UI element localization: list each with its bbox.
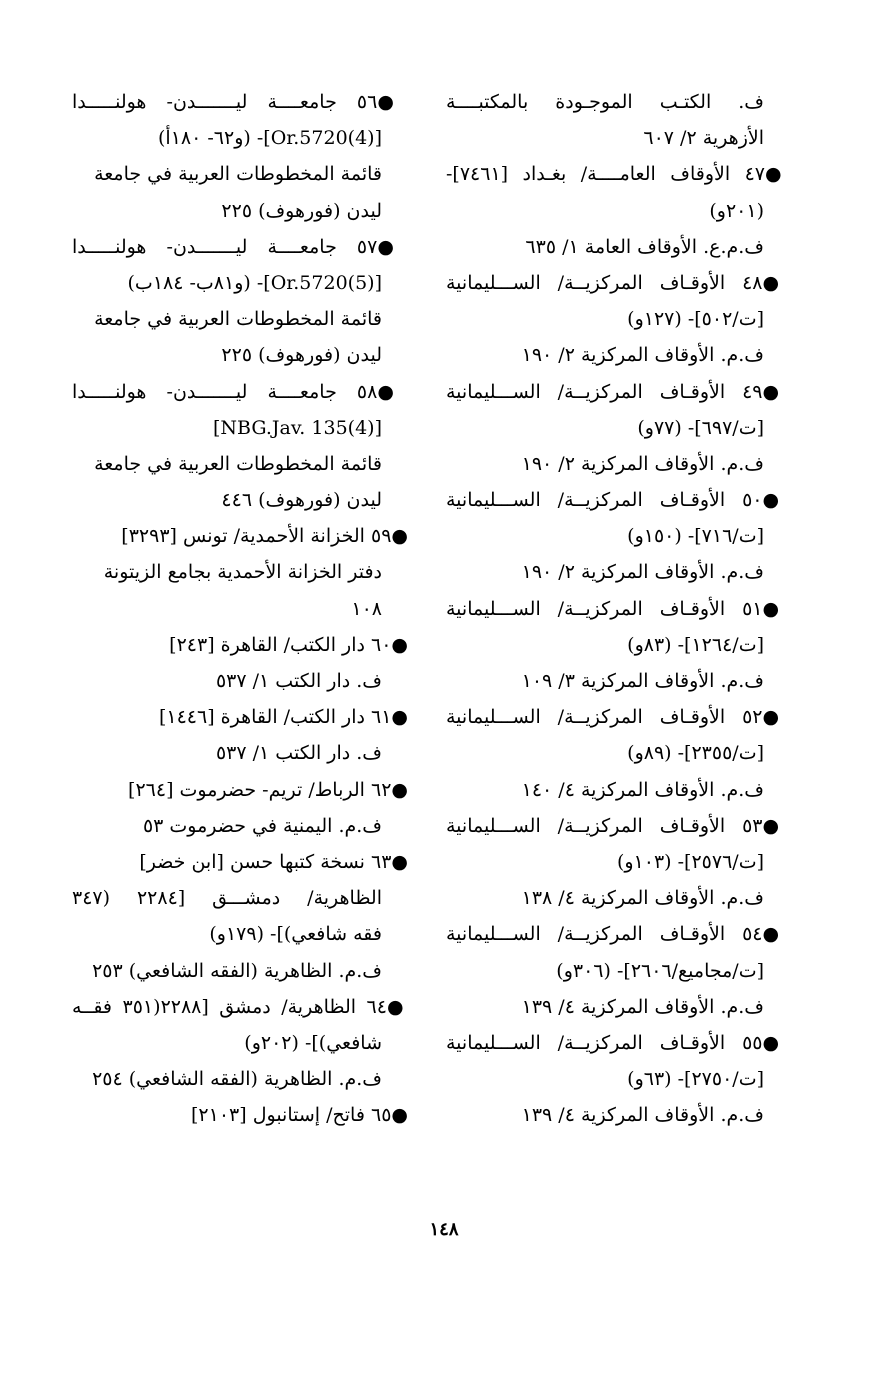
entry-heading-line: ●٤٨ الأوقـاف المركزيــة/ الســـليمانية [446,271,790,294]
entry-heading-line: ●٦٢ الرباط/ تريم- حضرموت [٢٦٤] [128,778,408,801]
entry-heading-line: ●٥٠ الأوقـاف المركزيــة/ الســـليمانية [446,489,790,512]
entry-detail-line: ليدن (فورهوف) ٤٤٦ [221,489,382,512]
entry-heading-line: ●٦٥ فاتح/ إستانبول [٢١٠٣] [191,1104,408,1127]
entry-heading-line: ●٦٤ الظاهرية/ دمشق [٢٢٨٨(٣٥١ فقــه [72,995,408,1018]
entry-detail-line: (٢٠١و) [709,199,764,222]
entry-detail-line: [NBG.Jav. 135(4)] [212,416,382,439]
entry-detail-line: ف.م. اليمنية في حضرموت ٥٣ [142,814,382,837]
entry-detail-line: قائمة المخطوطات العربية في جامعة [94,308,382,331]
entry-heading-line: ●٤٩ الأوقـاف المركزيــة/ الســـليمانية [446,380,790,403]
entry-detail-line: ف. دار الكتب ١/ ٥٣٧ [215,670,382,692]
left-column [72,84,408,1133]
entry-detail-line: [ت/٢٥٧٦]- (١٠٣و) [616,850,764,873]
entry-detail-line: [ت/٥٠٢]- (١٢٧و) [627,308,764,331]
entry-heading-line: ●٥٦ جامعــــة ليـــــــدن- هولنـــــدا [72,91,408,113]
entry-detail-line: ف.م. الأوقاف المركزية ٤/ ١٣٩ [521,1104,764,1127]
entry-detail-line: ف.م. الأوقاف المركزية ٢/ ١٩٠ [521,561,764,584]
entry-detail-line: ف.م. الظاهرية (الفقه الشافعي) ٢٥٣ [92,959,382,982]
entry-detail-line: ليدن (فورهوف) ٢٢٥ [221,344,382,367]
entry-detail-line: ف.م. الأوقاف المركزية ٤/ ١٣٨ [521,887,764,910]
entry-heading-line: ●٥٣ الأوقـاف المركزيــة/ الســـليمانية [446,814,790,837]
entry-detail-line: ف.م. الأوقاف المركزية ٤/ ١٤٠ [521,778,764,801]
entry-heading-line: ●٥٨ جامعــــة ليـــــــدن- هولنـــــدا [72,380,408,403]
entry-heading-line: ●٥١ الأوقـاف المركزيــة/ الســـليمانية [446,597,790,620]
entry-detail-line: الأزهرية ٢/ ٦٠٧ [643,127,764,150]
entry-detail-line: ف.م. الأوقاف المركزية ٢/ ١٩٠ [521,344,764,367]
entry-detail-line: دفتر الخزانة الأحمدية بجامع الزيتونة [103,561,382,584]
entry-heading-line: ●٤٧ الأوقاف العامــــة/ بغـداد [٧٤٦١]- [446,163,790,186]
entry-heading-line: ●٦١ دار الكتب/ القاهرة [١٤٤٦] [158,706,408,729]
entry-detail-line: قائمة المخطوطات العربية في جامعة [94,163,382,186]
page-number: ١٤٨ [429,1219,459,1240]
entry-detail-line: شافعي)]- (٢٠٢و) [244,1031,382,1054]
entry-detail-line: [ت/٢٧٥٠]- (٦٣و) [627,1068,764,1091]
entry-detail-line: الظاهرية/ دمشـــق [٢٢٨٤ (٣٤٧ [72,887,383,910]
entry-detail-line: قائمة المخطوطات العربية في جامعة [94,452,382,475]
entry-detail-line: ١٠٨ [351,597,382,620]
entry-heading-line: ●٦٠ دار الكتب/ القاهرة [٢٤٣] [169,633,408,656]
entry-detail-line: ف. دار الكتب ١/ ٥٣٧ [215,742,382,765]
entry-heading-line: ●٥٧ جامعــــة ليـــــــدن- هولنـــــدا [72,235,408,258]
entry-detail-line: ف. الكتـب الموجـودة بالمكتبــــة [446,91,764,113]
entry-detail-line: [Or.5720(4)]- (و٦٢- ١٨٠أ) [158,127,382,150]
entry-heading-line: ●٥٤ الأوقـاف المركزيــة/ الســـليمانية [446,923,790,946]
entry-detail-line: فقه شافعي)]- (١٧٩و) [209,923,382,946]
entry-heading-line: ●٦٣ نسخة كتبها حسن [ابن خضر] [139,850,408,873]
entry-heading-line: ●٥٢ الأوقـاف المركزيــة/ الســـليمانية [446,706,790,729]
entry-detail-line: ف.م. الأوقاف المركزية ٣/ ١٠٩ [521,670,764,692]
entry-detail-line: ف.م.ع. الأوقاف العامة ١/ ٦٣٥ [525,235,764,258]
entry-detail-line: [ت/٦٩٧]- (٧٧و) [637,416,764,439]
entry-detail-line: [ت/٢٣٥٥]- (٨٩و) [627,742,764,765]
entry-detail-line: [ت/١٢٦٤]- (٨٣و) [627,633,764,656]
entry-detail-line: [ت/٧١٦]- (١٥٠و) [627,525,764,548]
entry-heading-line: ●٥٥ الأوقـاف المركزيــة/ الســـليمانية [446,1031,790,1054]
entry-detail-line: [Or.5720(5)]- (و٨١ب- ١٨٤ب) [127,271,382,294]
entry-detail-line: [ت/مجاميع/٢٦٠٦]- (٣٠٦و) [556,959,764,982]
entry-detail-line: ليدن (فورهوف) ٢٢٥ [221,199,382,222]
entry-detail-line: ف.م. الأوقاف المركزية ٤/ ١٣٩ [521,995,764,1018]
entry-detail-line: ف.م. الأوقاف المركزية ٢/ ١٩٠ [521,452,764,475]
right-column [446,84,790,1133]
entry-heading-line: ●٥٩ الخزانة الأحمدية/ تونس [٣٢٩٣] [121,525,408,548]
entry-detail-line: ف.م. الظاهرية (الفقه الشافعي) ٢٥٤ [92,1068,382,1091]
